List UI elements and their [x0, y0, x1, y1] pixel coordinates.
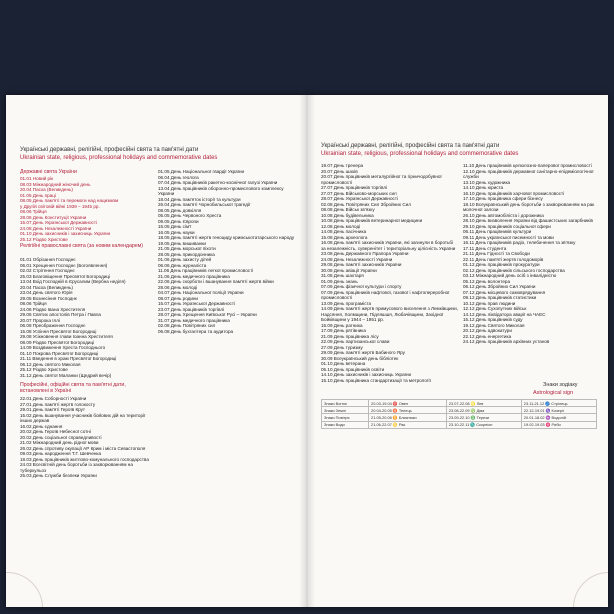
- holiday-entry: 22.01 День Соборності України: [20, 396, 87, 401]
- left-heading-ua: Українські державні, релігійні, професійні свята та пам'ятні дати: [20, 147, 199, 153]
- zodiac-sign: 22.12-19.01 ♑ Козеріг: [521, 407, 596, 414]
- holiday-entry: 24.12 День працівників архівних установ: [463, 339, 550, 344]
- holiday-entry: 08.06 Трійця: [20, 301, 47, 306]
- holiday-entry: 01.12 День працівників прокуратури: [463, 262, 540, 267]
- holiday-entry: 08.05 День пам'яті та перемоги над нацизмом: [20, 198, 119, 203]
- holiday-entry: 16.10 День працівників харчової промисловості: [463, 190, 565, 196]
- holiday-entry: 23.08 День Державного Прапора України: [321, 251, 409, 256]
- holiday-entry: 20.02 День соціальної справедливості: [20, 434, 102, 440]
- holiday-entry: 31.08 День шахтаря: [321, 273, 364, 278]
- holiday-entry: 21.11 День Гідності та Свободи: [463, 251, 530, 256]
- holiday-entry: 31.07 День медичного працівника: [158, 317, 230, 323]
- holiday-entry: 16.11 День працівників радіо, телебачення та зв'язку: [463, 240, 576, 245]
- holiday-entry: 06.08 Преображення Господнє: [20, 323, 86, 328]
- holiday-entry: 15.07 День Української Державності: [158, 301, 235, 306]
- holiday-entry: 01.10 День захисників і захисниць України: [20, 231, 111, 236]
- holiday-entry: 17.09 День рятівника: [321, 328, 366, 333]
- holiday-entry: 15.08 Успіння Пресвятої Богородиці: [20, 328, 97, 334]
- holiday-entry: 11.06 День працівників легкої промисловості: [158, 268, 254, 273]
- holiday-entry: 26.04 День пам'яті Чорнобильської трагедії: [158, 202, 251, 207]
- holiday-entry: 20.12 День адвокатури: [463, 328, 512, 333]
- holiday-entry: 31.12 День святої Маланки (Щедрий вечір): [20, 372, 112, 378]
- holiday-entry: 30.08 День авіації України: [321, 267, 377, 273]
- holiday-entry: 18.10 Всеукраїнський день боротьби з захворюванням на рак молочної залози: [463, 201, 595, 212]
- zodiac-sign: 23.11-21.12 ♐ Стрілець: [521, 400, 596, 407]
- holiday-entry: 01.01 Новий рік: [20, 176, 54, 181]
- professional-holidays-list-2: [158, 169, 298, 334]
- holiday-entry: 10.08 День будівельника: [321, 212, 374, 218]
- holiday-entry: 01.10 День ветерана: [321, 361, 366, 366]
- zodiac-sign: 20.01-18.02 ♒ Водолій: [521, 414, 596, 421]
- holiday-entry: 16.02 День єднання: [20, 423, 63, 429]
- holiday-entry: 15.07 День Української Державності: [20, 220, 97, 225]
- zodiac-row: [322, 414, 597, 421]
- right-heading-ua: Українські державні, релігійні, професійні свята та пам'ятні дати: [321, 143, 500, 149]
- zodiac-sign: 20.03-19.04 ♈ Овен: [369, 400, 447, 407]
- right-holidays-list-2: [463, 163, 601, 345]
- holiday-entry: 02.08 День Повітряних сил: [158, 323, 216, 328]
- zodiac-sign: 23.07-22.08 ♌ Лев: [446, 400, 521, 407]
- holiday-entry: 15.02 День вшанування учасників бойових дій на території інших держав: [20, 412, 146, 423]
- holiday-entry: 12.10 День працівників державної санітарно-епідеміологічної служби: [463, 168, 594, 179]
- right-holidays-list-1: [321, 163, 458, 383]
- zodiac-table: [321, 399, 597, 429]
- holiday-entry: 16.08 День пам'яті захисників України, які загинули в боротьбі за незалежність, суверенітет і територіальну цілісність України: [321, 240, 456, 251]
- zodiac-row: [322, 400, 597, 407]
- holiday-entry: 15.08 День археолога: [321, 234, 368, 240]
- holiday-entry: 09.11 День української писемності та мови: [463, 234, 554, 240]
- holiday-entry: 07.09 День фізичної культури і спорту: [321, 284, 402, 289]
- holiday-entry: 29.01 День пам'яті Героїв Крут: [20, 407, 86, 412]
- zodiac-sign: 23.08-22.09 ♍ Діва: [446, 407, 521, 414]
- holiday-entry: 23.07 День працівників торгівлі: [158, 306, 225, 312]
- holiday-entry: 09.05 День Європи: [158, 218, 199, 224]
- holiday-entry: 06.08 День бухгалтера та аудитора: [158, 328, 234, 334]
- zodiac-sign: 23.09-22.10 ♎ Терези: [446, 414, 521, 421]
- holiday-entry: 29.08 День пам'яті захисників України: [321, 262, 402, 267]
- right-heading-en: Ukrainian state, religious, professional holidays and commemorative dates: [321, 151, 519, 157]
- holiday-entry: 22.09 День партизанської слави: [321, 339, 390, 344]
- corner-decoration: [6, 572, 43, 607]
- holiday-entry: 06.04 День геолога: [158, 174, 199, 180]
- holiday-entry: 01.05 День праці: [20, 192, 56, 198]
- left-heading-en: Ukrainian state, religious, professional holidays and commemorative dates: [20, 155, 218, 161]
- holiday-entry: 10.08 День працівників ветеринарної медицини: [321, 218, 423, 223]
- holiday-entry: 23.04 День святого Юрія: [20, 290, 73, 295]
- holiday-entry: 16.05 День науки: [158, 229, 195, 235]
- holiday-entry: 01.06 День захисту дітей: [158, 257, 212, 262]
- holiday-entry: 14.08 День пасічника: [321, 229, 367, 234]
- section-state-holidays: Державні свята України: [20, 169, 77, 175]
- holiday-entry: 03.12 Міжнародний день осіб з інвалідністю: [463, 273, 557, 278]
- holiday-entry: 29.05 Вознесіння Господнє: [20, 295, 78, 301]
- holiday-entry: 17.11 День студента: [463, 245, 507, 251]
- holiday-entry: 14.09 Воздвиження Хреста Господнього: [20, 345, 106, 350]
- holiday-entry: 24.08 День Незалежності України: [20, 225, 92, 231]
- holiday-entry: 12.12 День Сухопутних військ: [463, 306, 527, 311]
- holiday-entry: 19.07 День тренера: [321, 163, 364, 168]
- holiday-entry: 14.12 День ліквідатора аварії на ЧАЕС: [463, 311, 546, 317]
- holiday-entry: 20.04 Пасха (Великдень): [20, 284, 73, 290]
- holiday-entry: 21.06 День медичного працівника: [158, 273, 230, 279]
- zodiac-row: [322, 421, 597, 428]
- zodiac-element: Знаки Води: [322, 421, 369, 428]
- holiday-entry: 25.12 Різдво Христове: [20, 236, 68, 242]
- holiday-entry: 27.01 День пам'яті жертв голокосту: [20, 401, 96, 407]
- holiday-entry: 11.10 День працівників целюлозно-паперової промисловості: [463, 163, 592, 168]
- holiday-entry: 06.12 День святого Миколая: [20, 361, 81, 367]
- holiday-entry: 14.10 День юриста: [463, 185, 504, 190]
- holiday-entry: 22.12 День енергетика: [463, 333, 512, 339]
- holiday-entry: 27.07 День працівників торгівлі: [321, 185, 388, 190]
- holiday-entry: 25.12 Різдво Христове: [20, 367, 68, 372]
- zodiac-sign: 21.05-20.06 ♊ Близнюки: [369, 414, 447, 421]
- book-gutter: [299, 95, 315, 607]
- holiday-entry: 05.05 День Червоного Хреста: [158, 213, 222, 218]
- holiday-entry: 25.03 День Служби безпеки України: [20, 473, 97, 478]
- holiday-entry: 25.03 Благовіщення Пресвятої Богородиці: [20, 273, 111, 279]
- zodiac-sign: 19.02-19.03 ♓ Риби: [521, 421, 596, 428]
- holiday-entry: 18.03 День працівників житлово-комунального господарства: [20, 456, 149, 462]
- holiday-entry: 13.04 Вхід Господній в Єрусалим (Вербна неділя): [20, 279, 126, 284]
- holiday-entry: 28.06 День молоді: [158, 284, 198, 290]
- holiday-entry: 21.09 День працівника лісу: [321, 333, 379, 339]
- section-professional-holidays: Професійні, офіційні свята та пам'ятні дати, встановлені в Україні: [20, 382, 126, 394]
- zodiac-sign: 23.10-22.11 ♏ Скорпіон: [446, 421, 521, 428]
- holiday-entry: 30.09 Всеукраїнський день бібліотек: [321, 355, 399, 361]
- holiday-entry: 28.07 День Хрещення Київської Русі – України: [158, 312, 257, 317]
- holiday-entry: 08.03 Міжнародний жіночий день: [20, 181, 91, 187]
- holiday-entry: 18.05 День пам'яті жертв геноциду кримськотатарського народу: [158, 235, 295, 240]
- holiday-entry: 29.08 Усікновення глави Іоанна Хрестителя: [20, 334, 113, 339]
- holiday-entry: 08.05 День довкілля: [158, 207, 202, 213]
- holiday-entry: 20.07 День працівників металургійної та гірничодобувної промисловості: [321, 174, 442, 185]
- holiday-entry: 28.07 День Української Державності: [321, 196, 398, 201]
- holiday-entry: 15.05 День сім'ї: [158, 224, 192, 229]
- holiday-entry: 17.10 День працівника сфери бізнесу: [463, 196, 543, 201]
- church-holidays-list: [20, 257, 155, 378]
- holiday-entry: 12.08 День молоді: [321, 223, 361, 229]
- holiday-entry: 08.09 Різдво Пресвятої Богородиці: [20, 339, 95, 345]
- holiday-entry: 26.02 День спротиву окупації АР Крим і міста Севастополя: [20, 445, 146, 451]
- holiday-entry: 01.09 День знань: [321, 278, 358, 284]
- holiday-entry: 20.04 Пасха (Великдень): [20, 187, 73, 192]
- holiday-entry: 26.10 День автомобіліста і дорожника: [463, 212, 544, 218]
- holiday-entry: 13.04 День працівників оборонно-промислового комплексу України: [158, 185, 284, 196]
- holiday-entry: 09.12 День працівників статистики: [463, 295, 537, 300]
- holiday-entry: 24.08 День Незалежності України: [321, 256, 393, 262]
- holiday-entry: 15.12 День працівників суду: [463, 317, 523, 322]
- holiday-entry: 14.09 День пам'яті жертв примусового виселення з Лемківщини, Надсяння, Холмщини, Підляшшя, Любачівщини, Західної Бойківщини у 1944 – 1951 рр.: [321, 306, 458, 322]
- holiday-entry: 02.02 Стрітення Господнє: [20, 268, 75, 273]
- holiday-entry: 07.04 День працівників ракетно-космічної галузі України: [158, 180, 278, 185]
- holiday-entry: 27.07 День Військово-морських сил: [321, 190, 397, 196]
- holiday-entry: 19.12 День Святого Миколая: [463, 322, 525, 328]
- holiday-entry: 08.07 День родини: [158, 295, 199, 301]
- holiday-entry: 15.10 День працівника стандартизації та метрології: [321, 377, 431, 383]
- zodiac-title-en: Astrological sign: [533, 390, 574, 396]
- holiday-entry: 13.10 День художника: [463, 179, 511, 185]
- holiday-entry: 02.12 День працівників сільського господарства: [463, 267, 565, 273]
- holiday-entry: 18.04 День пам'яток історії та культури: [158, 196, 241, 202]
- zodiac-sign: 20.04-20.05 ♉ Телець: [369, 407, 447, 414]
- holiday-entry: 02.08 День Повітряних Сил Збройних Сил: [321, 201, 411, 207]
- holiday-entry: 29.06 Святих апостолів Петра і Павла: [20, 312, 101, 317]
- holiday-entry: 05.12 День волонтера: [463, 278, 511, 284]
- left-page: [6, 95, 307, 607]
- holiday-entry: 27.09 День туризму: [321, 344, 363, 350]
- holiday-entry: 05.10 День працівників освіти: [321, 366, 385, 372]
- holiday-entry: 29.10 День працівників соціальної сфери: [463, 223, 551, 229]
- holiday-entry: 28.05 День прикордонника: [158, 251, 215, 257]
- holiday-entry: 28.06 День Конституції України: [20, 214, 87, 220]
- holiday-entry: 20.07 Пророка Іллі: [20, 317, 60, 323]
- holiday-entry: 08.06 Трійця: [20, 209, 47, 214]
- zodiac-element: Знаки Землі: [322, 407, 369, 414]
- holiday-entry: 24.06 Різдво Івана Хрестителя: [20, 306, 86, 312]
- section-church-holidays: Релігійні православні свята (за новим календарем): [20, 243, 144, 249]
- holiday-entry: 09.03 День народження Т.Г. Шевченка: [20, 451, 102, 456]
- holiday-entry: 20.07 День шахів: [321, 168, 358, 174]
- zodiac-title-ua: Знаки зодіаку: [543, 382, 578, 388]
- holiday-entry: 20.02 День Героїв Небесної сотні: [20, 429, 91, 434]
- state-holidays-list: [20, 176, 155, 242]
- corner-decoration: [573, 572, 608, 607]
- planner-spread: [6, 95, 608, 607]
- holiday-entry: 22.11 День пам'яті жертв голодоморів: [463, 256, 544, 262]
- holiday-entry: 01.01 Обрізання Господнє: [20, 257, 76, 262]
- holiday-entry: 28.10 День визволення України від фашистських загарбників: [463, 218, 593, 223]
- holiday-entry: 01.10 Покрова Пресвятої Богородиці: [20, 350, 99, 356]
- holiday-entry: 22.06 День скорботи і вшанування пам'яті жертв війни: [158, 279, 274, 284]
- holiday-entry: 14.10 День захисників і захисниць України: [321, 372, 412, 377]
- holiday-entry: у Другій світовій війні 1939 – 1945 рр.: [20, 203, 100, 209]
- holiday-entry: 04.07 День Національної поліції України: [158, 290, 244, 295]
- zodiac-element: Знаки Вогню: [322, 400, 369, 407]
- holiday-entry: 06.06 День журналіста: [158, 262, 207, 268]
- zodiac-sign: 21.06-22.07 ♋ Рак: [369, 421, 447, 428]
- holiday-entry: 13.09 День програміста: [321, 300, 372, 306]
- holiday-entry: 08.08 День Військ зв'язку: [321, 207, 375, 212]
- holiday-entry: 21.05 День морської піхоти: [158, 246, 216, 251]
- holiday-entry: 21.11 Введення в храм Пресвятої Богородиці: [20, 356, 117, 361]
- holiday-entry: 07.12 День місцевого самоврядування: [463, 289, 546, 295]
- holiday-entry: 06.12 День Збройних Сил України: [463, 284, 536, 289]
- holiday-entry: 29.09 День пам'яті жертв Бабиного Яру: [321, 350, 405, 355]
- holiday-entry: 10.12 День прав людини: [463, 300, 516, 306]
- holiday-entry: 06.11 День працівників культури: [463, 229, 532, 234]
- zodiac-row: [322, 407, 597, 414]
- holiday-entry: 15.09 День ратника: [321, 322, 363, 328]
- holiday-entry: 01.05 День Національної гвардії України: [158, 169, 245, 174]
- zodiac-element: Знаки Повітря: [322, 414, 369, 421]
- holiday-entry: 06.01 Хрещення Господнє (Богоявлення): [20, 262, 108, 268]
- holiday-entry: 24.03 Всесвітній день боротьби із захворюванням на туберкульоз: [20, 462, 133, 473]
- right-page: [307, 95, 608, 607]
- holiday-entry: 21.02 Міжнародний день рідної мови: [20, 440, 99, 445]
- holiday-entry: 19.05 День вишиванки: [158, 240, 206, 246]
- holiday-entry: 07.09 День працівників нафтової, газової і нафтопереробної промисловості: [321, 289, 450, 300]
- professional-holidays-list-1: [20, 396, 155, 479]
